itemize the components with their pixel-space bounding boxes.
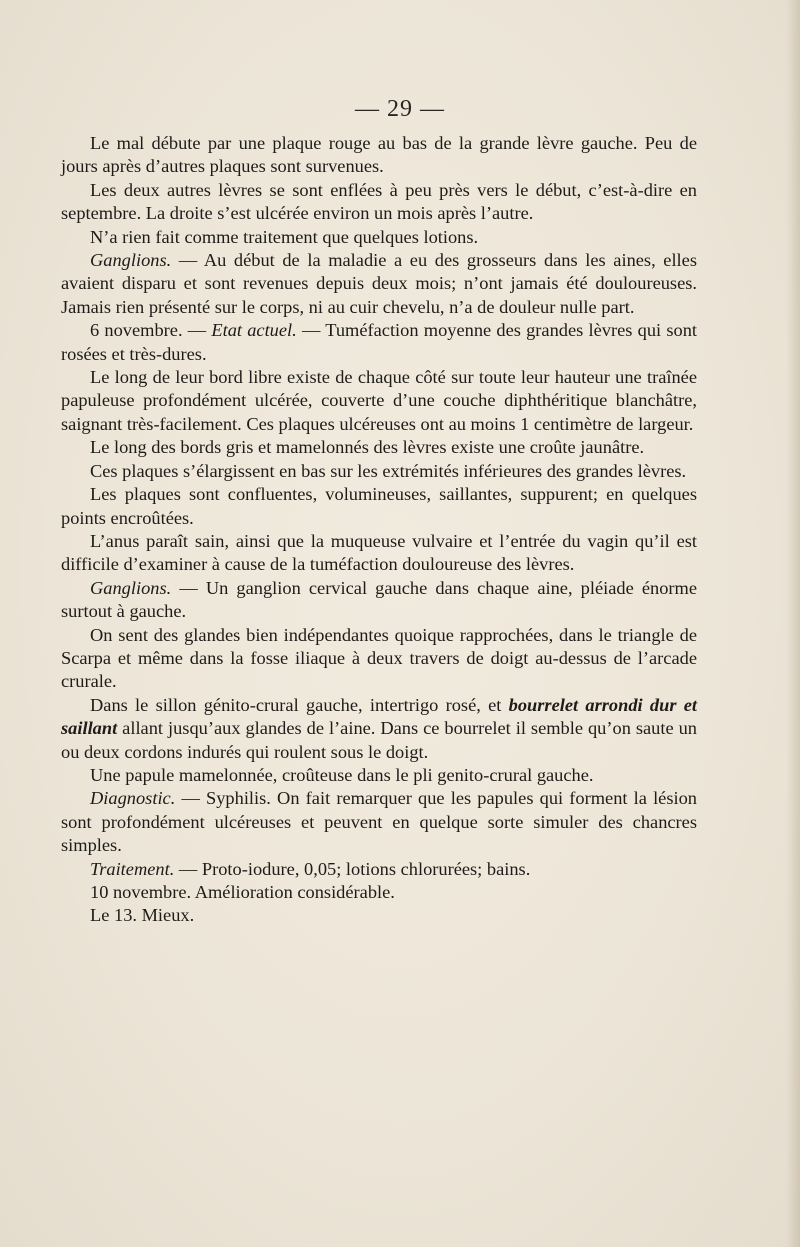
paragraph: 6 novembre. — Etat actuel. — Tuméfaction moyenne des grandes lèvres qui sont rosées et très-dures. [61,320,698,364]
paragraph: 10 novembre. Amélioration considérable. [90,882,395,902]
page-edge-shadow [786,0,800,1247]
paragraph: Ces plaques s’élargissent en bas sur les extrémités inférieures des grandes lèvres. [90,460,687,481]
paragraph: Une papule mamelonnée, croûteuse dans le pli genito-crural gauche. [90,764,594,785]
paragraph: Traitement. — Proto-iodure, 0,05; lotions chlorurées; bains. [90,858,531,879]
section-label: Traitement. [90,858,175,879]
paragraph: On sent des glandes bien indépendantes quoique rapprochées, dans le triangle de Scarpa et même dans la fosse iliaque à deux travers de doigt au-dessus de l’arcade crurale. [61,624,697,692]
paragraph: Le 13. Mieux. [90,905,195,926]
paragraph: L’anus paraît sain, ainsi que la muqueuse vulvaire et l’entrée du vagin qu’il est difficile d’examiner à cause de la tuméfaction douloureuse des lèvres. [61,530,697,575]
section-label: Ganglions. [90,577,172,598]
paragraph: Ganglions. — Un ganglion cervical gauche dans chaque aine, pléiade énorme surtout à gauche. [61,577,697,622]
paragraph: Ganglions. — Au début de la maladie a eu des grosseurs dans les aines, elles avaient disparu et sont revenues depuis deux mois; n’ont jamais été douloureuses. Jamais rien présenté sur le corps, ni au cuir chevelu, n’a de douleur nulle part. [61,250,697,317]
paragraph: Les plaques sont confluentes, volumineuses, saillantes, suppurent; en quelques points encroûtées. [61,484,697,528]
paragraph: Le long des bords gris et mamelonnés des lèvres existe une croûte jaunâtre. [90,437,645,458]
section-label: Ganglions. [90,250,172,271]
paragraph: Le mal débute par une plaque rouge au bas de la grande lèvre gauche. Peu de jours après d’autres plaques sont survenues. [61,133,697,177]
paragraph: Dans le sillon génito-crural gauche, intertrigo rosé, et bourrelet arrondi dur et saillant allant jusqu’aux glandes de l’aine. Dans ce bourrelet il semble qu’on saute un ou deux cordons indurés qui roulent sous le doigt. [61,694,698,762]
paragraph: Les deux autres lèvres se sont enflées à peu près vers le début, c’est-à-dire en septembre. La droite s’est ulcérée environ un mois après l’autre. [61,179,697,224]
paragraph: Diagnostic. — Syphilis. On fait remarquer que les papules qui forment la lésion sont profondément ulcéreuses et peuvent en quelque sorte simuler des chancres simples. [61,788,697,856]
emphasis: bourrelet arrondi dur et saillant [61,694,698,739]
page-number: — 29 — [355,96,445,122]
section-label: Etat actuel. [211,320,297,341]
body-text [61,132,697,928]
paragraph: N’a rien fait comme traitement que quelques lotions. [90,226,479,247]
section-label: Diagnostic. [90,788,176,809]
paragraph: Le long de leur bord libre existe de chaque côté sur toute leur hauteur une traînée papuleuse profondément ulcérée, couverte d’une couche diphthéritique blanchâtre, saignant très-facilement. Ces plaques ulcéreuses ont au moins 1 centimètre de largeur. [61,367,697,434]
